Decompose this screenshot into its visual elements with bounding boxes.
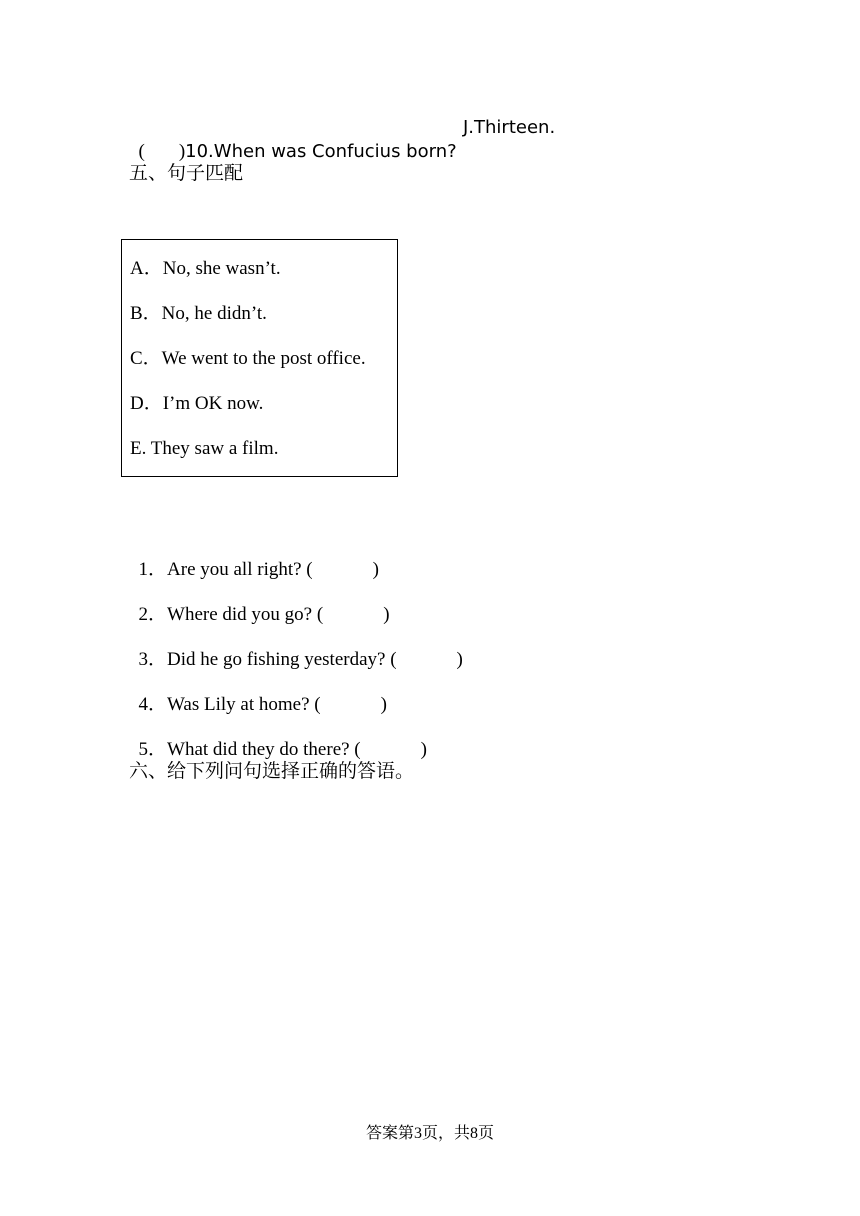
section-6-title: 六、给下列问句选择正确的答语。 [129,760,415,782]
question-text: What did they do there? ( [167,739,361,760]
option-a: A．No, she wasn’t. [130,258,281,279]
paren-close: ) [372,559,379,580]
question-2 [129,579,390,627]
option-b: B．No, he didn’t. [130,303,267,324]
question-number: 2． [138,604,168,625]
question-3 [129,624,463,672]
question-10-answer: J.Thirteen. [463,117,556,138]
paren-close: ) [380,694,387,715]
option-c: C．We went to the post office. [130,348,366,369]
question-text: Was Lily at home? ( [167,694,321,715]
question-5 [129,714,427,762]
question-10-line [129,116,457,164]
question-number: 4． [138,694,168,715]
answer-paren-open: ( [138,141,145,162]
question-number: 3． [138,649,168,670]
question-number: 5． [138,739,168,760]
question-text: Are you all right? ( [167,559,313,580]
question-1 [129,534,379,582]
question-text: Where did you go? ( [167,604,324,625]
question-text: Did he go fishing yesterday? ( [167,649,397,670]
question-4 [129,669,387,717]
answer-paren-close: ) [178,141,186,162]
paren-close: ) [420,739,427,760]
option-d: D．I’m OK now. [130,393,264,414]
question-number: 1． [138,559,168,580]
section-5-title: 五、句子匹配 [129,162,244,184]
page-footer: 答案第3页，共8页 [365,1125,494,1142]
paren-close: ) [383,604,390,625]
question-10-text: 10.When was Confucius born? [185,141,457,162]
paren-close: ) [456,649,463,670]
options-box [121,239,398,477]
option-e: E. They saw a film. [130,438,279,459]
